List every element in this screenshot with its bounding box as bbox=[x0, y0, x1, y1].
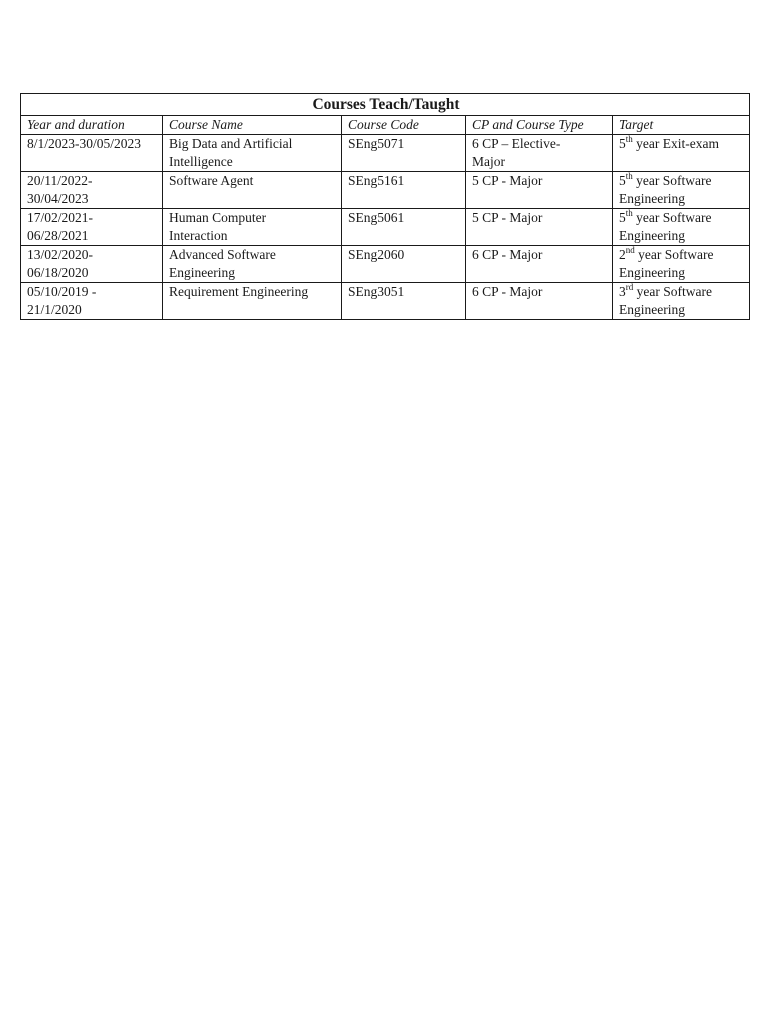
target-year-number: 5 bbox=[619, 173, 626, 188]
header-course-name: Course Name bbox=[163, 116, 342, 135]
target-ordinal-suffix: rd bbox=[625, 282, 634, 292]
cell-target bbox=[613, 135, 750, 172]
target-line bbox=[619, 135, 745, 153]
cell-course-code: SEng5071 bbox=[342, 135, 466, 172]
cell-duration-line: 05/10/2019 - bbox=[27, 284, 97, 299]
cell-course-name-line: Big Data and Artificial bbox=[169, 136, 293, 151]
cell-cp-type-line: 5 CP - Major bbox=[472, 173, 543, 188]
cell-duration-line: 21/1/2020 bbox=[27, 302, 82, 317]
table-row bbox=[21, 135, 750, 172]
cell-cp-type-line: 5 CP - Major bbox=[472, 210, 543, 225]
cell-target bbox=[613, 172, 750, 209]
cell-course-name bbox=[163, 135, 342, 172]
title-row bbox=[21, 94, 750, 116]
target-line: Engineering bbox=[619, 265, 685, 280]
cell-course-code: SEng5061 bbox=[342, 209, 466, 246]
cell-course-name-line: Intelligence bbox=[169, 154, 233, 169]
courses-table bbox=[20, 93, 750, 320]
cell-cp-type-line: 6 CP - Major bbox=[472, 247, 543, 262]
target-line: Engineering bbox=[619, 191, 685, 206]
target-ordinal-suffix: th bbox=[625, 171, 633, 181]
cell-course-code: SEng2060 bbox=[342, 246, 466, 283]
cell-duration-line: 17/02/2021- bbox=[27, 210, 93, 225]
cell-course-name-line: Interaction bbox=[169, 228, 228, 243]
cell-course-name-line: Human Computer bbox=[169, 210, 267, 225]
cell-target bbox=[613, 283, 750, 320]
header-target: Target bbox=[613, 116, 750, 135]
target-line bbox=[619, 246, 745, 264]
header-year-duration: Year and duration bbox=[21, 116, 163, 135]
cell-cp-type-line: 6 CP - Major bbox=[472, 284, 543, 299]
cell-duration bbox=[21, 172, 163, 209]
target-line: Engineering bbox=[619, 302, 685, 317]
header-row bbox=[21, 116, 750, 135]
cell-course-name bbox=[163, 209, 342, 246]
cell-course-code: SEng3051 bbox=[342, 283, 466, 320]
table-title: Courses Teach/Taught bbox=[21, 94, 750, 116]
target-year-number: 5 bbox=[619, 210, 626, 225]
cell-course-name-line: Advanced Software bbox=[169, 247, 276, 262]
header-cp-course-type: CP and Course Type bbox=[466, 116, 613, 135]
cell-course-name bbox=[163, 172, 342, 209]
cell-duration bbox=[21, 283, 163, 320]
target-text: year Software bbox=[633, 284, 712, 299]
cell-duration bbox=[21, 135, 163, 172]
cell-cp-type-line: 6 CP – Elective- bbox=[472, 136, 561, 151]
cell-course-name-line: Requirement Engineering bbox=[169, 284, 309, 299]
cell-target bbox=[613, 209, 750, 246]
target-year-number: 2 bbox=[619, 247, 626, 262]
target-line: Engineering bbox=[619, 228, 685, 243]
target-line bbox=[619, 209, 745, 227]
cell-duration-line: 06/18/2020 bbox=[27, 265, 89, 280]
cell-cp-type bbox=[466, 209, 613, 246]
target-year-number: 3 bbox=[619, 284, 626, 299]
table-row bbox=[21, 246, 750, 283]
cell-cp-type bbox=[466, 172, 613, 209]
cell-duration bbox=[21, 246, 163, 283]
table-row bbox=[21, 209, 750, 246]
table-body bbox=[21, 135, 750, 320]
cell-duration bbox=[21, 209, 163, 246]
cell-course-code: SEng5161 bbox=[342, 172, 466, 209]
target-text: year Software bbox=[634, 247, 714, 262]
target-line bbox=[619, 172, 745, 190]
cell-course-name bbox=[163, 246, 342, 283]
table-row bbox=[21, 172, 750, 209]
target-text: year Exit-exam bbox=[632, 136, 719, 151]
target-year-number: 5 bbox=[619, 136, 626, 151]
target-ordinal-suffix: nd bbox=[625, 245, 635, 255]
target-text: year Software bbox=[632, 173, 712, 188]
cell-target bbox=[613, 246, 750, 283]
cell-cp-type bbox=[466, 135, 613, 172]
cell-duration-line: 8/1/2023-30/05/2023 bbox=[27, 136, 141, 151]
cell-cp-type bbox=[466, 246, 613, 283]
cell-cp-type bbox=[466, 283, 613, 320]
target-line bbox=[619, 283, 745, 301]
target-ordinal-suffix: th bbox=[625, 134, 633, 144]
table-row bbox=[21, 283, 750, 320]
target-ordinal-suffix: th bbox=[625, 208, 633, 218]
header-course-code: Course Code bbox=[342, 116, 466, 135]
cell-cp-type-line: Major bbox=[472, 154, 505, 169]
cell-duration-line: 20/11/2022- bbox=[27, 173, 93, 188]
cell-course-name-line: Engineering bbox=[169, 265, 235, 280]
cell-course-name-line: Software Agent bbox=[169, 173, 254, 188]
cell-duration-line: 30/04/2023 bbox=[27, 191, 89, 206]
target-text: year Software bbox=[632, 210, 712, 225]
cell-duration-line: 13/02/2020- bbox=[27, 247, 93, 262]
cell-course-name bbox=[163, 283, 342, 320]
cell-duration-line: 06/28/2021 bbox=[27, 228, 89, 243]
